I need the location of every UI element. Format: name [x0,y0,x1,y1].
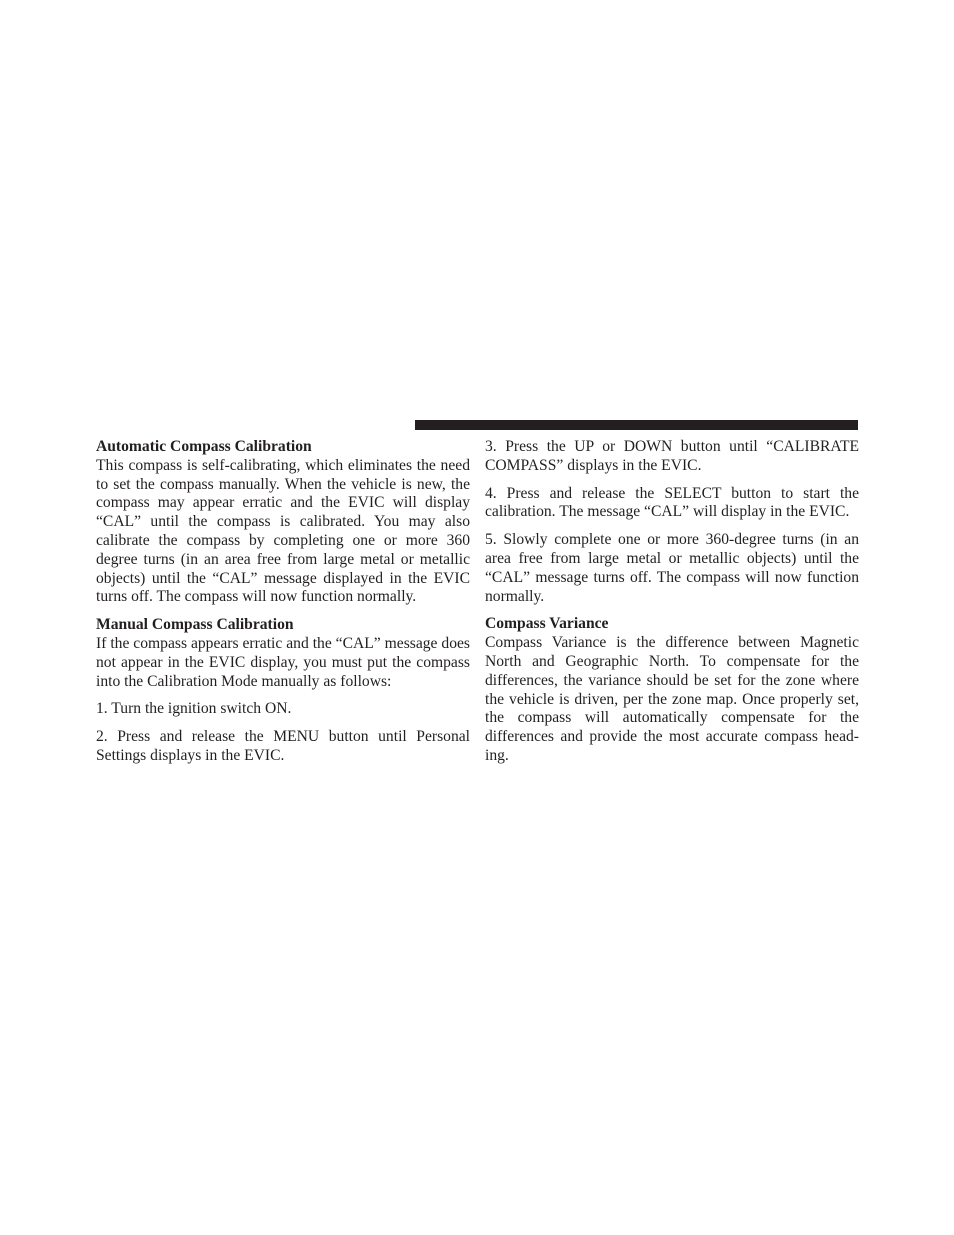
automatic-calibration-body: This compass is self-calibrating, which eliminates the need to set the compass manually. When the vehicle is new, the compass may appear erratic and the EVIC will display “CAL” until the compass is calibrated. You may also calibrate the compass by completing one or more 360 degree turns (in an area free from large metal or metallic objects) until the “CAL” message displayed in the EVIC turns off. The compass will now function normally. [96,456,470,606]
manual-calibration-body: If the compass appears erratic and the “CAL” message does not appear in the EVIC display, you must put the compass into the Calibration Mode manually as follows: [96,634,470,690]
manual-calibration-heading: Manual Compass Calibration [96,616,294,634]
compass-variance-heading: Compass Variance [485,615,609,633]
automatic-calibration-heading: Automatic Compass Calibration [96,438,312,455]
step-1: 1. Turn the ignition switch ON. [96,700,292,718]
right-column [485,438,859,766]
section-header-bar [415,420,858,430]
step-3: 3. Press the UP or DOWN button until “CALIBRATE COMPASS” displays in the EVIC. [485,438,859,474]
step-2: 2. Press and release the MENU button until Personal Settings displays in the EVIC. [96,728,470,764]
compass-variance-body: Compass Variance is the difference between Magnetic North and Geographic North. To compensate for the differences, the variance should be set for the zone where the vehicle is driven, per the zone map. Once properly set, the compass will automatically compensate for the differences and provide the most accurate compass head-ing. [485,634,859,764]
left-column [96,438,470,766]
step-5: 5. Slowly complete one or more 360-degree turns (in an area free from large metal or metallic objects) until the “CAL” message turns off. The compass will now function normally. [485,531,859,605]
step-4: 4. Press and release the SELECT button to start the calibration. The message “CAL” will display in the EVIC. [485,484,859,521]
